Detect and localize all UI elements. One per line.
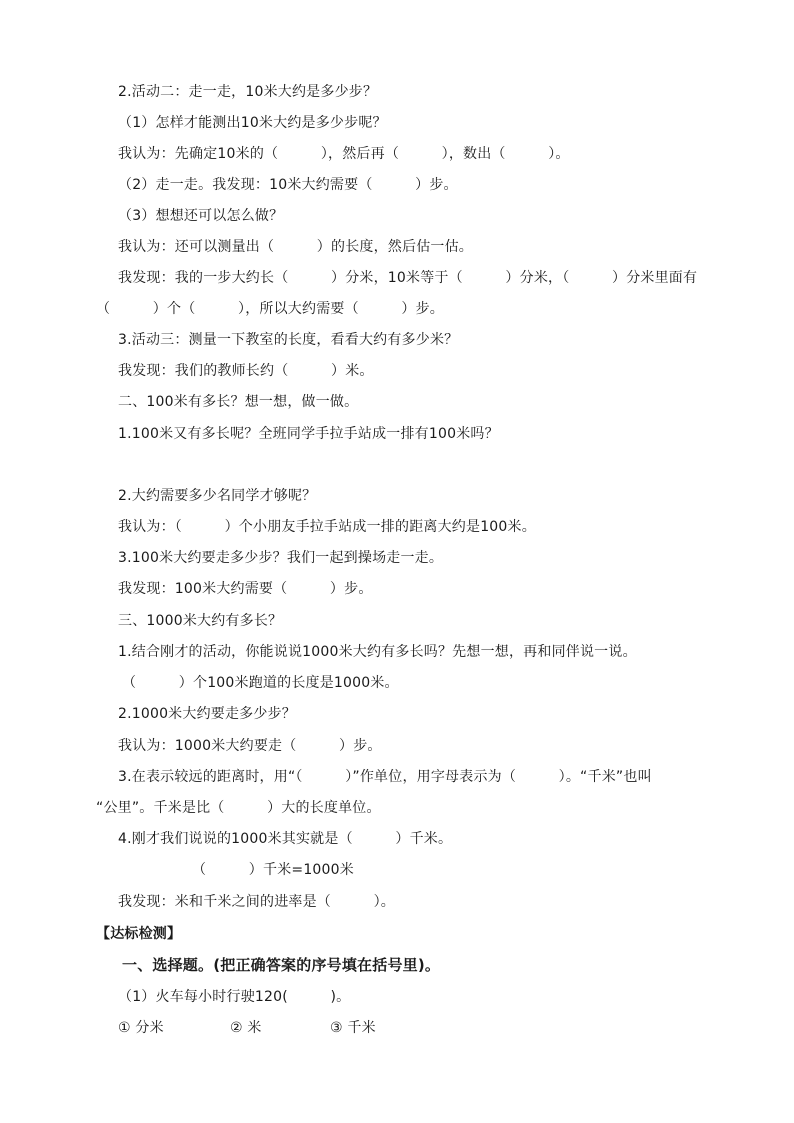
activity2-q1-answer: 我认为：先确定10米的（ ），然后再（ ），数出（ ）。 bbox=[118, 146, 570, 162]
check-header: 【达标检测】 bbox=[96, 926, 182, 942]
activity2-discover-line2: （ ）个（ ），所以大约需要（ ）步。 bbox=[96, 301, 444, 317]
section3-q3-line1: 3.在表示较远的距离时，用“（ ）”作单位，用字母表示为（ ）。“千米”也叫 bbox=[118, 769, 652, 785]
check-option-3: ③ 千米 bbox=[330, 1020, 376, 1036]
section3-q2: 2.1000米大约要走多少步？ bbox=[118, 706, 296, 722]
activity3-answer: 我发现：我们的教师长约（ ）米。 bbox=[118, 363, 374, 379]
section3-q1-answer: （ ）个100米跑道的长度是1000米。 bbox=[122, 675, 399, 691]
activity2-q3-answer: 我认为：还可以测量出（ ）的长度，然后估一估。 bbox=[118, 239, 473, 255]
section2-q3-answer: 我发现：100米大约需要（ ）步。 bbox=[118, 581, 373, 597]
activity2-q2: （2）走一走。我发现：10米大约需要（ ）步。 bbox=[118, 177, 458, 193]
check-item1: （1）火车每小时行驶120( )。 bbox=[118, 989, 351, 1005]
activity2-q1: （1）怎样才能测出10米大约是多少步呢？ bbox=[118, 115, 387, 131]
check-option-2: ② 米 bbox=[230, 1020, 262, 1036]
section2-title: 二、100米有多长？想一想，做一做。 bbox=[118, 394, 359, 410]
section2-q1: 1.100米又有多长呢？全班同学手拉手站成一排有100米吗？ bbox=[118, 426, 499, 442]
activity2-discover-line1: 我发现：我的一步大约长（ ）分米，10米等于（ ）分米，（ ）分米里面有 bbox=[118, 270, 698, 286]
activity3-title: 3.活动三：测量一下教室的长度，看看大约有多少米？ bbox=[118, 332, 459, 348]
check-option-1: ① 分米 bbox=[118, 1020, 164, 1036]
section3-q3-line2: “公里”。千米是比（ ）大的长度单位。 bbox=[96, 800, 381, 816]
section2-q2: 2.大约需要多少名同学才够呢？ bbox=[118, 488, 317, 504]
section3-q2-answer: 我认为：1000米大约要走（ ）步。 bbox=[118, 738, 382, 754]
activity2-title: 2.活动二：走一走，10米大约是多少步？ bbox=[118, 84, 378, 100]
section3-title: 三、1000米大约有多长？ bbox=[118, 613, 283, 629]
section3-q4-discover: 我发现：米和千米之间的进率是（ ）。 bbox=[118, 894, 395, 910]
check-part1-title: 一、选择题。(把正确答案的序号填在括号里)。 bbox=[122, 956, 441, 974]
section2-q2-answer: 我认为：（ ）个小朋友手拉手站成一排的距离大约是100米。 bbox=[118, 519, 536, 535]
section2-q3: 3.100米大约要走多少步？我们一起到操场走一走。 bbox=[118, 550, 444, 566]
section3-q4: 4.刚才我们说说的1000米其实就是（ ）千米。 bbox=[118, 831, 453, 847]
section3-q4-equation: （ ）千米=1000米 bbox=[192, 862, 354, 878]
section3-q1: 1.结合刚才的活动，你能说说1000米大约有多长吗？先想一想，再和同伴说一说。 bbox=[118, 644, 637, 660]
activity2-q3: （3）想想还可以怎么做？ bbox=[118, 208, 284, 224]
